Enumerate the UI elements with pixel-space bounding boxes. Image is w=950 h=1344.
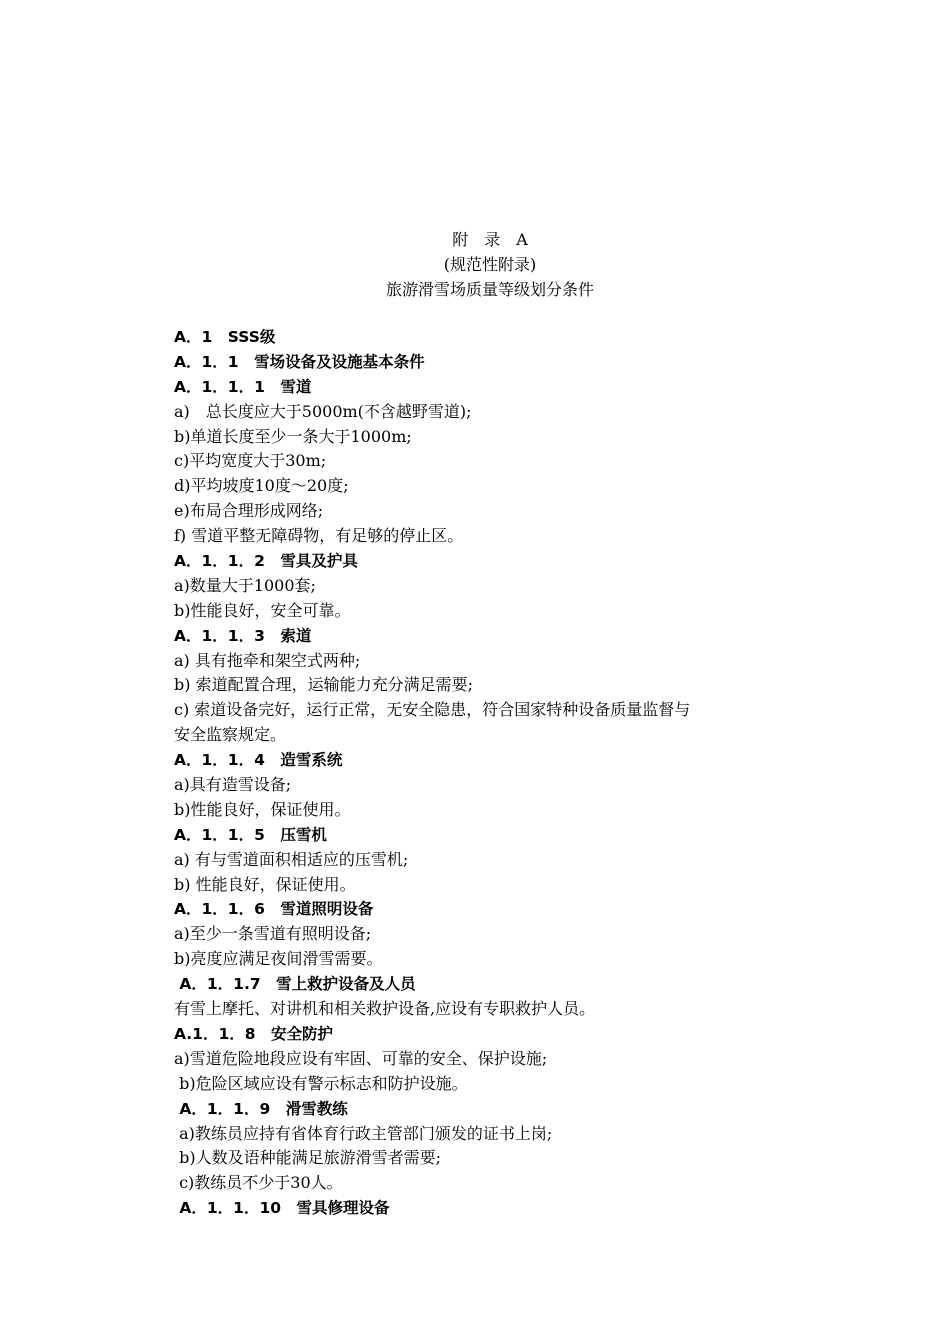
section-heading: A．1．1．3 索道 xyxy=(174,626,312,645)
body-line: d)平均坡度10度～20度; xyxy=(174,476,349,496)
body-line: b)亮度应满足夜间滑雪需要。 xyxy=(174,949,383,969)
body-line: a) 总长度应大于5000m(不含越野雪道); xyxy=(174,401,472,421)
body-line: e)布局合理形成网络; xyxy=(174,501,324,521)
appendix-title: 旅游滑雪场质量等级划分条件 xyxy=(385,280,594,299)
body-line: 安全监察规定。 xyxy=(174,725,287,745)
appendix-nature: (规范性附录) xyxy=(443,255,537,274)
body-line: a)教练员应持有省体育行政主管部门颁发的证书上岗; xyxy=(174,1123,553,1143)
body-line: a)至少一条雪道有照明设备; xyxy=(174,924,372,944)
section-heading: A．1．1．10 雪具修理设备 xyxy=(174,1199,390,1218)
body-line: a) 具有拖牵和架空式两种; xyxy=(174,650,361,670)
appendix-label: 附 录 A xyxy=(452,230,528,249)
appendix-header xyxy=(0,227,950,302)
section-heading: A．1．1 雪场设备及设施基本条件 xyxy=(174,352,425,371)
section-heading: A．1．1.7 雪上救护设备及人员 xyxy=(174,975,416,994)
section-heading: A．1．1．5 压雪机 xyxy=(174,825,327,844)
section-heading: A.1．1．8 安全防护 xyxy=(174,1024,334,1043)
section-heading: A．1．1．4 造雪系统 xyxy=(174,751,343,770)
body-line: c)平均宽度大于30m; xyxy=(174,451,327,471)
body-line: b)性能良好，安全可靠。 xyxy=(174,600,351,620)
body-line: b) 索道配置合理，运输能力充分满足需要; xyxy=(174,675,473,695)
body-line: a)具有造雪设备; xyxy=(174,775,292,795)
body-line: 有雪上摩托、对讲机和相关救护设备,应设有专职救护人员。 xyxy=(174,999,596,1019)
body-line: a) 有与雪道面积相适应的压雪机; xyxy=(174,849,409,869)
body-line: a)数量大于1000套; xyxy=(174,575,316,595)
section-heading: A．1．1．9 滑雪教练 xyxy=(174,1099,348,1118)
document-body xyxy=(174,325,824,1221)
section-heading: A．1 SSS级 xyxy=(174,328,276,346)
section-heading: A．1．1．1 雪道 xyxy=(174,377,312,396)
body-line: f) 雪道平整无障碍物，有足够的停止区。 xyxy=(174,526,464,546)
body-line: b)单道长度至少一条大于1000m; xyxy=(174,426,412,446)
section-heading: A．1．1．6 雪道照明设备 xyxy=(174,900,374,919)
body-line: c) 索道设备完好，运行正常，无安全隐患，符合国家特种设备质量监督与 xyxy=(174,700,691,720)
body-line: b)人数及语种能满足旅游滑雪者需要; xyxy=(174,1148,441,1168)
body-line: b) 性能良好，保证使用。 xyxy=(174,874,356,894)
body-line: a)雪道危险地段应设有牢固、可靠的安全、保护设施; xyxy=(174,1048,548,1068)
body-line: b)危险区域应设有警示标志和防护设施。 xyxy=(174,1073,468,1093)
body-line: c)教练员不少于30人。 xyxy=(174,1173,343,1193)
body-line: b)性能良好，保证使用。 xyxy=(174,799,351,819)
section-heading: A．1．1．2 雪具及护具 xyxy=(174,552,358,571)
